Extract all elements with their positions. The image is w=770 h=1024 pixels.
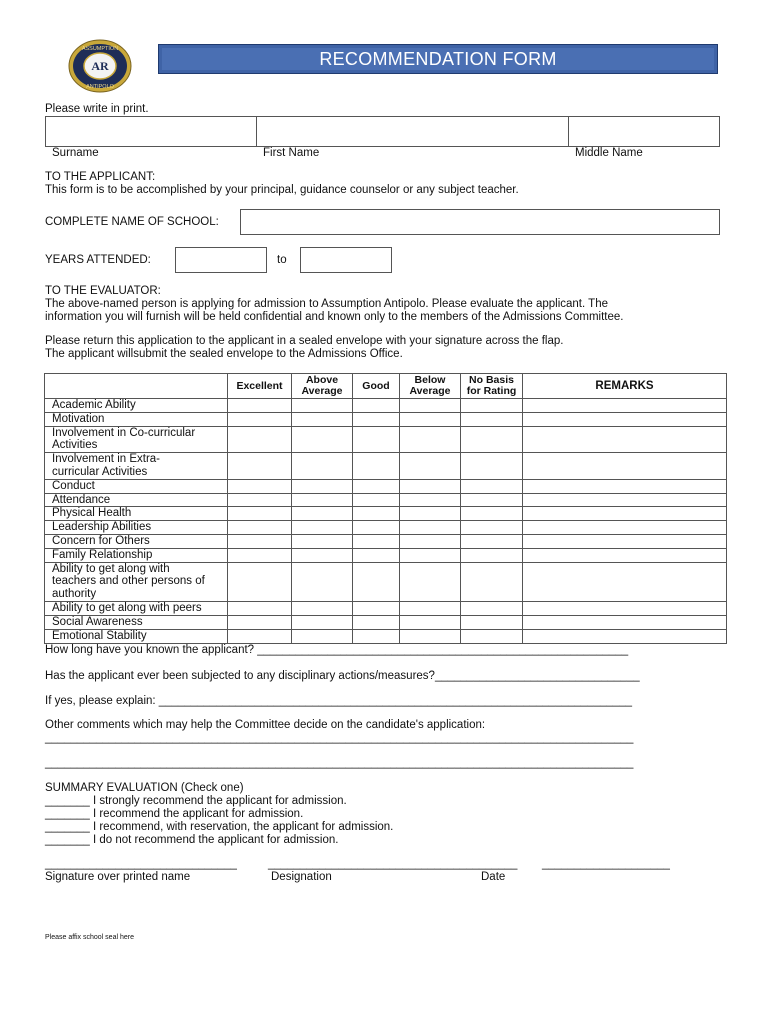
criterion-label: [45, 412, 228, 426]
rating-cell-remarks[interactable]: [523, 629, 727, 643]
rating-cell-above-average[interactable]: [292, 534, 353, 548]
middle-name-label: Middle Name: [575, 147, 643, 159]
table-row: [45, 399, 727, 413]
rating-cell-good[interactable]: [353, 426, 400, 453]
criterion-label: [45, 453, 228, 480]
rating-cell-good[interactable]: [353, 399, 400, 413]
criterion-text: teachers and other persons of: [52, 575, 205, 588]
surname-label: Surname: [52, 147, 99, 159]
page-title: RECOMMENDATION FORM: [162, 48, 714, 70]
rating-cell-excellent[interactable]: [228, 521, 292, 535]
rating-cell-good[interactable]: [353, 507, 400, 521]
rating-cell-remarks[interactable]: [523, 412, 727, 426]
rating-cell-excellent[interactable]: [228, 629, 292, 643]
table-row: [45, 479, 727, 493]
rating-cell-no-basis[interactable]: [461, 507, 523, 521]
rating-cell-no-basis[interactable]: [461, 453, 523, 480]
rating-cell-no-basis[interactable]: [461, 412, 523, 426]
rating-cell-remarks[interactable]: [523, 399, 727, 413]
criterion-text: Ability to get along with: [52, 562, 170, 575]
rating-cell-below-average[interactable]: [400, 615, 461, 629]
table-row: [45, 629, 727, 643]
rating-cell-above-average[interactable]: [292, 521, 353, 535]
rating-cell-good[interactable]: [353, 493, 400, 507]
rating-cell-below-average[interactable]: [400, 479, 461, 493]
table-row: [45, 562, 727, 602]
date-label: Date: [481, 871, 506, 883]
rating-cell-above-average[interactable]: [292, 399, 353, 413]
rating-cell-below-average[interactable]: [400, 602, 461, 616]
rating-cell-above-average[interactable]: [292, 412, 353, 426]
logo-text-top: ASSUMPTION: [81, 46, 119, 52]
rating-cell-remarks[interactable]: [523, 507, 727, 521]
criterion-label: [45, 479, 228, 493]
rating-cell-above-average[interactable]: [292, 426, 353, 453]
criterion-text: Concern for Others: [52, 534, 150, 547]
criterion-label: [45, 399, 228, 413]
criterion-label: [45, 521, 228, 535]
first-name-input[interactable]: [256, 116, 569, 147]
evaluator-text-2: information you will furnish will be held confidential and known only to the members of the Admissions Committee.: [45, 311, 624, 323]
rating-cell-excellent[interactable]: [228, 534, 292, 548]
rating-cell-above-average[interactable]: [292, 602, 353, 616]
rating-cell-excellent[interactable]: [228, 602, 292, 616]
rating-cell-remarks[interactable]: [523, 521, 727, 535]
rating-cell-no-basis[interactable]: [461, 615, 523, 629]
summary-option-strongly[interactable]: _______ I strongly recommend the applicant for admission.: [45, 795, 347, 807]
school-label: COMPLETE NAME OF SCHOOL:: [45, 216, 219, 228]
header-good: Good: [353, 374, 400, 399]
summary-option-not[interactable]: _______ I do not recommend the applicant for admission.: [45, 834, 339, 846]
criterion-text: Academic Ability: [52, 399, 136, 411]
criterion-text: authority: [52, 588, 97, 601]
rating-cell-excellent[interactable]: [228, 615, 292, 629]
evaluator-text-4: The applicant willsubmit the sealed envelope to the Admissions Office.: [45, 348, 403, 360]
rating-cell-below-average[interactable]: [400, 412, 461, 426]
rating-cell-good[interactable]: [353, 534, 400, 548]
rating-cell-no-basis[interactable]: [461, 629, 523, 643]
rating-cell-remarks[interactable]: [523, 493, 727, 507]
rating-cell-below-average[interactable]: [400, 521, 461, 535]
school-name-input[interactable]: [240, 209, 720, 235]
comments-line-2[interactable]: ____________________________________________________________________________________________: [45, 757, 634, 769]
signature-line[interactable]: ______________________________: [45, 858, 237, 870]
criterion-label: [45, 548, 228, 562]
rating-cell-below-average[interactable]: [400, 426, 461, 453]
criterion-label: [45, 602, 228, 616]
years-label: YEARS ATTENDED:: [45, 254, 151, 266]
rating-cell-excellent[interactable]: [228, 507, 292, 521]
rating-cell-no-basis[interactable]: [461, 534, 523, 548]
header-criteria: [45, 374, 228, 399]
criterion-label: [45, 507, 228, 521]
signature-label: Signature over printed name: [45, 871, 191, 883]
rating-cell-no-basis[interactable]: [461, 548, 523, 562]
rating-cell-remarks[interactable]: [523, 615, 727, 629]
header-above-average: Above Average: [292, 374, 353, 399]
table-row: [45, 548, 727, 562]
rating-cell-excellent[interactable]: [228, 493, 292, 507]
criterion-text: Physical Health: [52, 507, 132, 520]
criterion-text: Involvement in Co-curricular: [52, 426, 196, 439]
criterion-text: Attendance: [52, 493, 111, 506]
table-row: [45, 602, 727, 616]
criterion-label: [45, 534, 228, 548]
rating-cell-above-average[interactable]: [292, 479, 353, 493]
rating-cell-below-average[interactable]: [400, 507, 461, 521]
table-row: [45, 412, 727, 426]
rating-cell-no-basis[interactable]: [461, 521, 523, 535]
summary-option-recommend[interactable]: _______ I recommend the applicant for admission.: [45, 808, 304, 820]
table-row: [45, 493, 727, 507]
rating-cell-excellent[interactable]: [228, 562, 292, 602]
rating-cell-remarks[interactable]: [523, 453, 727, 480]
school-logo: [66, 38, 134, 94]
rating-cell-remarks[interactable]: [523, 426, 727, 453]
rating-cell-above-average[interactable]: [292, 548, 353, 562]
criterion-text: Emotional Stability: [52, 629, 147, 642]
criterion-label: [45, 426, 228, 453]
question-disciplinary[interactable]: Has the applicant ever been subjected to any disciplinary actions/measures?________________________________: [45, 670, 640, 682]
rating-cell-good[interactable]: [353, 562, 400, 602]
rating-cell-good[interactable]: [353, 412, 400, 426]
to-label: to: [277, 254, 287, 266]
criterion-label: [45, 493, 228, 507]
rating-cell-remarks[interactable]: [523, 548, 727, 562]
rating-cell-above-average[interactable]: [292, 615, 353, 629]
criterion-label: [45, 562, 228, 602]
comments-line-1[interactable]: ____________________________________________________________________________________________: [45, 732, 634, 744]
evaluator-text-1: The above-named person is applying for admission to Assumption Antipolo. Please evaluate the applicant. The: [45, 298, 608, 310]
rating-cell-below-average[interactable]: [400, 562, 461, 602]
seal-note: Please affix school seal here: [45, 934, 134, 941]
designation-label: Designation: [271, 871, 332, 883]
header-below-average: Below Average: [400, 374, 461, 399]
year-from-input[interactable]: [175, 247, 267, 273]
designation-line[interactable]: _______________________________________: [268, 858, 518, 870]
rating-cell-below-average[interactable]: [400, 399, 461, 413]
print-instruction: Please write in print.: [45, 103, 149, 115]
rating-cell-excellent[interactable]: [228, 399, 292, 413]
rating-cell-good[interactable]: [353, 629, 400, 643]
rating-cell-below-average[interactable]: [400, 493, 461, 507]
rating-cell-below-average[interactable]: [400, 629, 461, 643]
table-row: [45, 453, 727, 480]
rating-cell-good[interactable]: [353, 548, 400, 562]
header-remarks: REMARKS: [523, 374, 727, 399]
rating-cell-no-basis[interactable]: [461, 602, 523, 616]
question-known-duration[interactable]: How long have you known the applicant? __________________________________________________________: [45, 644, 629, 656]
logo-text-bottom: ANTIPOLO: [86, 84, 114, 90]
criterion-label: [45, 629, 228, 643]
first-name-label: First Name: [263, 147, 320, 159]
criterion-text: Social Awareness: [52, 615, 143, 628]
criterion-text: Leadership Abilities: [52, 521, 152, 534]
rating-cell-excellent[interactable]: [228, 548, 292, 562]
rating-cell-above-average[interactable]: [292, 493, 353, 507]
rating-cell-good[interactable]: [353, 615, 400, 629]
rating-cell-below-average[interactable]: [400, 548, 461, 562]
table-header-row: [45, 374, 727, 399]
middle-name-input[interactable]: [568, 116, 720, 147]
table-row: [45, 615, 727, 629]
header-no-basis: No Basis for Rating: [461, 374, 523, 399]
rating-cell-no-basis[interactable]: [461, 479, 523, 493]
header-excellent: Excellent: [228, 374, 292, 399]
rating-cell-no-basis[interactable]: [461, 493, 523, 507]
rating-cell-above-average[interactable]: [292, 453, 353, 480]
rating-cell-above-average[interactable]: [292, 562, 353, 602]
applicant-text: This form is to be accomplished by your principal, guidance counselor or any subject teacher.: [45, 184, 519, 196]
criterion-text: Motivation: [52, 412, 105, 425]
rating-cell-good[interactable]: [353, 602, 400, 616]
question-explain[interactable]: If yes, please explain: __________________________________________________________________________: [45, 695, 633, 707]
evaluation-table: [44, 373, 727, 644]
year-to-input[interactable]: [300, 247, 392, 273]
rating-cell-remarks[interactable]: [523, 479, 727, 493]
rating-cell-no-basis[interactable]: [461, 426, 523, 453]
surname-input[interactable]: [45, 116, 257, 147]
rating-cell-above-average[interactable]: [292, 507, 353, 521]
applicant-heading: TO THE APPLICANT:: [45, 171, 156, 183]
rating-cell-above-average[interactable]: [292, 629, 353, 643]
criterion-text: Involvement in Extra-: [52, 453, 161, 466]
rating-cell-good[interactable]: [353, 453, 400, 480]
criterion-text: Activities: [52, 439, 98, 452]
rating-cell-excellent[interactable]: [228, 453, 292, 480]
criterion-label: [45, 615, 228, 629]
table-row: [45, 534, 727, 548]
rating-cell-remarks[interactable]: [523, 562, 727, 602]
rating-cell-excellent[interactable]: [228, 412, 292, 426]
evaluator-heading: TO THE EVALUATOR:: [45, 285, 161, 297]
rating-cell-below-average[interactable]: [400, 453, 461, 480]
rating-cell-good[interactable]: [353, 479, 400, 493]
rating-cell-excellent[interactable]: [228, 479, 292, 493]
rating-cell-below-average[interactable]: [400, 534, 461, 548]
rating-cell-excellent[interactable]: [228, 426, 292, 453]
rating-cell-remarks[interactable]: [523, 534, 727, 548]
date-line[interactable]: ____________________: [542, 858, 670, 870]
rating-cell-remarks[interactable]: [523, 602, 727, 616]
evaluator-text-3: Please return this application to the applicant in a sealed envelope with your signature across the flap.: [45, 335, 564, 347]
criterion-text: Ability to get along with peers: [52, 602, 202, 615]
table-row: [45, 426, 727, 453]
rating-cell-no-basis[interactable]: [461, 562, 523, 602]
rating-cell-no-basis[interactable]: [461, 399, 523, 413]
logo-monogram: AR: [91, 59, 109, 73]
table-row: [45, 521, 727, 535]
rating-cell-good[interactable]: [353, 521, 400, 535]
table-row: [45, 507, 727, 521]
criterion-text: Family Relationship: [52, 548, 153, 561]
criterion-text: Conduct: [52, 479, 95, 492]
summary-option-reservation[interactable]: _______ I recommend, with reservation, the applicant for admission.: [45, 821, 394, 833]
criterion-text: curricular Activities: [52, 465, 148, 478]
title-banner: [158, 44, 718, 74]
question-comments: Other comments which may help the Committee decide on the candidate's application:: [45, 719, 486, 731]
summary-heading: SUMMARY EVALUATION (Check one): [45, 782, 244, 794]
